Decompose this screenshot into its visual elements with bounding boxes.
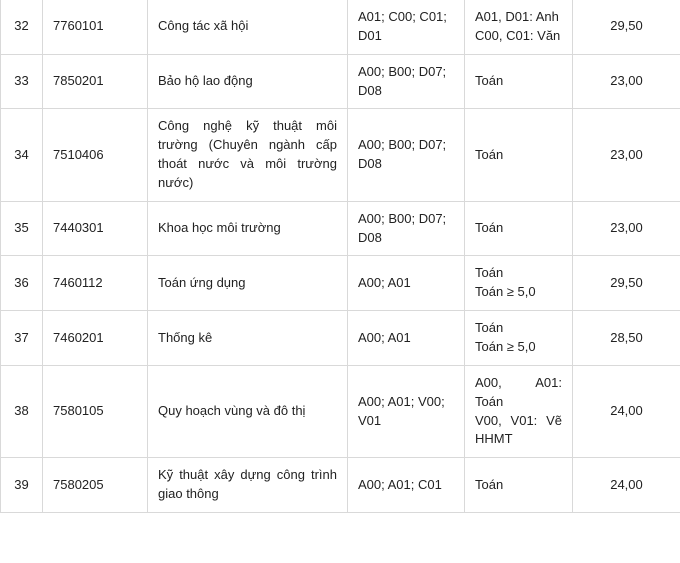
table-row — [1, 311, 680, 366]
main-subject-line: Toán — [475, 265, 504, 281]
cell-major-code: 7460201 — [43, 311, 148, 366]
cell-index: 33 — [1, 54, 43, 109]
cell-subject-combinations: A00; A01 — [348, 311, 465, 366]
cell-benchmark-score: 23,00 — [573, 201, 680, 256]
cell-benchmark-score: 23,00 — [573, 54, 680, 109]
cell-subject-combinations: A00; A01; V00; V01 — [348, 365, 465, 457]
main-subject-line: Toán — [475, 220, 504, 236]
table-row — [1, 109, 680, 201]
cell-subject-combinations: A00; B00; D07; D08 — [348, 201, 465, 256]
cell-index: 39 — [1, 458, 43, 513]
cell-major-name: Quy hoạch vùng và đô thị — [148, 365, 348, 457]
cell-main-subject — [465, 201, 573, 256]
cell-major-code: 7580205 — [43, 458, 148, 513]
cell-main-subject — [465, 365, 573, 457]
cell-major-name: Kỹ thuật xây dựng công trình giao thông — [148, 458, 348, 513]
cell-major-code: 7440301 — [43, 201, 148, 256]
cell-major-code: 7850201 — [43, 54, 148, 109]
main-subject-line: A00, A01: Toán — [475, 374, 562, 409]
cell-benchmark-score: 24,00 — [573, 365, 680, 457]
main-subject-line: V00, V01: Vẽ — [475, 412, 562, 428]
cell-benchmark-score: 24,00 — [573, 458, 680, 513]
main-subject-line: Toán — [475, 146, 504, 162]
cell-main-subject — [465, 0, 573, 54]
main-subject-line: C00, C01: Văn — [475, 27, 561, 43]
main-subject-line: Toán — [475, 476, 504, 492]
main-subject-line: Toán ≥ 5,0 — [475, 338, 536, 354]
cell-subject-combinations: A00; B00; D07; D08 — [348, 54, 465, 109]
cell-index: 37 — [1, 311, 43, 366]
cell-index: 34 — [1, 109, 43, 201]
cell-index: 35 — [1, 201, 43, 256]
cell-major-name: Toán ứng dụng — [148, 256, 348, 311]
main-subject-line: A01, D01: Anh — [475, 9, 559, 24]
cell-subject-combinations: A01; C00; C01; D01 — [348, 0, 465, 54]
cell-major-name: Bảo hộ lao động — [148, 54, 348, 109]
table-row — [1, 0, 680, 54]
cell-benchmark-score: 29,50 — [573, 256, 680, 311]
cell-index: 32 — [1, 0, 43, 54]
cell-subject-combinations: A00; A01 — [348, 256, 465, 311]
cell-benchmark-score: 28,50 — [573, 311, 680, 366]
table-row — [1, 365, 680, 457]
cell-major-code: 7580105 — [43, 365, 148, 457]
table-row — [1, 458, 680, 513]
cell-benchmark-score: 23,00 — [573, 109, 680, 201]
cell-index: 38 — [1, 365, 43, 457]
cell-main-subject — [465, 458, 573, 513]
cell-major-name: Thống kê — [148, 311, 348, 366]
table-body — [1, 0, 680, 512]
cell-major-name: Công nghệ kỹ thuật môi trường (Chuyên ngành cấp thoát nước và môi trường nước) — [148, 109, 348, 201]
cell-major-name: Công tác xã hội — [148, 0, 348, 54]
table-row — [1, 201, 680, 256]
main-subject-line: Toán — [475, 320, 504, 336]
cell-major-code: 7760101 — [43, 0, 148, 54]
cell-benchmark-score: 29,50 — [573, 0, 680, 54]
main-subject-line: HHMT — [475, 431, 513, 447]
cell-major-name: Khoa học môi trường — [148, 201, 348, 256]
cell-major-code: 7510406 — [43, 109, 148, 201]
table-row — [1, 256, 680, 311]
main-subject-line: Toán ≥ 5,0 — [475, 284, 536, 300]
main-subject-line: Toán — [475, 73, 504, 89]
cell-main-subject — [465, 54, 573, 109]
cell-subject-combinations: A00; B00; D07; D08 — [348, 109, 465, 201]
cell-main-subject — [465, 256, 573, 311]
cell-subject-combinations: A00; A01; C01 — [348, 458, 465, 513]
cell-main-subject — [465, 311, 573, 366]
cell-main-subject — [465, 109, 573, 201]
cell-major-code: 7460112 — [43, 256, 148, 311]
cell-index: 36 — [1, 256, 43, 311]
table-row — [1, 54, 680, 109]
